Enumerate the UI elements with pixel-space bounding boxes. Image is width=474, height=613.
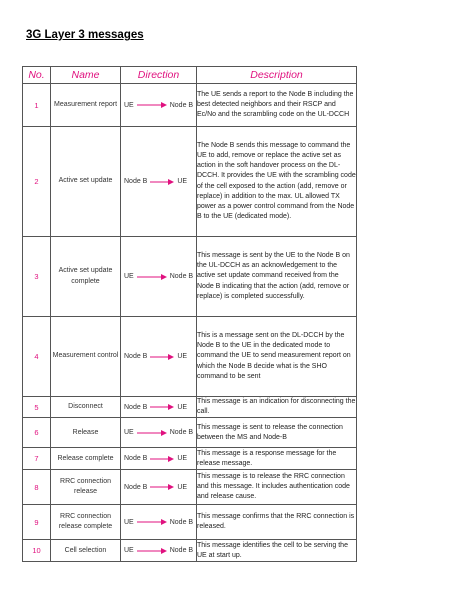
right-arrow-icon <box>137 102 167 108</box>
direction-from: UE <box>124 547 134 555</box>
right-arrow-icon <box>150 354 174 360</box>
direction-from: UE <box>124 101 134 109</box>
direction-to: Node B <box>169 429 194 437</box>
row-number: 3 <box>23 237 51 317</box>
right-arrow-icon <box>150 456 174 462</box>
message-description: This message confirms that the RRC connection is released. <box>197 505 357 540</box>
page-title: 3G Layer 3 messages <box>26 29 144 41</box>
direction-from: Node B <box>124 353 148 360</box>
direction <box>121 547 196 554</box>
message-name: Active set update <box>51 127 121 237</box>
message-name: Measurement control <box>51 317 121 397</box>
right-arrow-icon <box>150 484 174 490</box>
direction-cell <box>121 540 197 562</box>
message-name: Release complete <box>51 448 121 470</box>
message-name: Release <box>51 418 121 448</box>
right-arrow-icon <box>150 404 174 410</box>
direction-to: UE <box>177 403 188 411</box>
row-number: 8 <box>23 470 51 505</box>
right-arrow-icon <box>150 179 174 185</box>
message-description: This is a message sent on the DL-DCCH by the Node B to the UE in the dedicated mode to command the UE to send measurement report on which the Node B decide what is the SHO command to be sent <box>197 317 357 397</box>
row-number: 7 <box>23 448 51 470</box>
direction-to: UE <box>177 353 188 360</box>
message-description: This message identifies the cell to be serving the UE at start up. <box>197 540 357 562</box>
direction <box>121 484 196 491</box>
table-row <box>23 84 357 127</box>
table-body <box>23 84 357 562</box>
message-name: RRC connection release <box>51 470 121 505</box>
message-description: This message is to release the RRC connection and this message. It includes authentication code and release cause. <box>197 470 357 505</box>
direction <box>121 404 196 411</box>
table-row <box>23 127 357 237</box>
message-name: Disconnect <box>51 397 121 418</box>
message-description: The UE sends a report to the Node B including the best detected neighbors and their RSCP and Ec/No and the scrambling code on the UL-DCCH <box>197 84 357 127</box>
message-name: Active set update complete <box>51 237 121 317</box>
header-name: Name <box>51 67 121 84</box>
message-description: This message is sent by the UE to the Node B on the UL-DCCH as an acknowledgement to the active set update command received from the Node B indicating that the action (add, remove or replace) is completed successfully. <box>197 237 357 317</box>
message-description: This message is an indication for disconnecting the call. <box>197 397 357 418</box>
row-number: 9 <box>23 505 51 540</box>
direction-cell <box>121 470 197 505</box>
direction <box>121 353 196 360</box>
direction-cell <box>121 237 197 317</box>
message-description: This message is a response message for the release message. <box>197 448 357 470</box>
direction-to: UE <box>177 178 188 185</box>
direction-from: UE <box>124 518 134 526</box>
table-row <box>23 448 357 470</box>
message-description: The Node B sends this message to command the UE to add, remove or replace the active set as action in the soft handover process on the DL-DCCH. It provides the UE with the scrambling code of the cell exposed to the action (add, remove or replace) in addition to the max. UL allowed TX power as a power control command from the Node B to the UE (dedicated mode). <box>197 127 357 237</box>
header-description: Description <box>197 67 357 84</box>
message-name: RRC connection release complete <box>51 505 121 540</box>
row-number: 5 <box>23 397 51 418</box>
direction-from: Node B <box>124 403 148 411</box>
table-row <box>23 470 357 505</box>
direction-to: Node B <box>169 101 194 109</box>
right-arrow-icon <box>137 519 167 525</box>
direction-to: Node B <box>169 547 194 555</box>
direction-cell <box>121 317 197 397</box>
direction-to: Node B <box>169 273 194 280</box>
message-name: Cell selection <box>51 540 121 562</box>
direction <box>121 102 196 109</box>
right-arrow-icon <box>137 430 167 436</box>
direction <box>121 519 196 526</box>
direction <box>121 273 196 280</box>
direction-from: Node B <box>124 483 148 491</box>
table-row <box>23 317 357 397</box>
direction-cell <box>121 127 197 237</box>
direction <box>121 429 196 436</box>
direction-from: Node B <box>124 455 148 463</box>
direction-cell <box>121 448 197 470</box>
header-no: No. <box>23 67 51 84</box>
direction-cell <box>121 397 197 418</box>
row-number: 2 <box>23 127 51 237</box>
direction-to: Node B <box>169 518 194 526</box>
direction-to: UE <box>177 455 188 463</box>
message-name: Measurement report <box>51 84 121 127</box>
direction <box>121 178 196 185</box>
direction-cell <box>121 505 197 540</box>
row-number: 1 <box>23 84 51 127</box>
direction-from: Node B <box>124 178 148 185</box>
table-row <box>23 237 357 317</box>
direction-from: UE <box>124 273 134 280</box>
row-number: 10 <box>23 540 51 562</box>
right-arrow-icon <box>137 274 167 280</box>
direction-cell <box>121 84 197 127</box>
table-row <box>23 397 357 418</box>
row-number: 4 <box>23 317 51 397</box>
messages-table <box>22 66 357 562</box>
right-arrow-icon <box>137 548 167 554</box>
direction-cell <box>121 418 197 448</box>
message-description: This message is sent to release the connection between the MS and Node-B <box>197 418 357 448</box>
direction-to: UE <box>177 483 188 491</box>
header-direction: Direction <box>121 67 197 84</box>
table-row <box>23 418 357 448</box>
table-row <box>23 505 357 540</box>
direction <box>121 455 196 462</box>
direction-from: UE <box>124 429 134 437</box>
table-row <box>23 540 357 562</box>
row-number: 6 <box>23 418 51 448</box>
table-header-row <box>23 67 357 84</box>
